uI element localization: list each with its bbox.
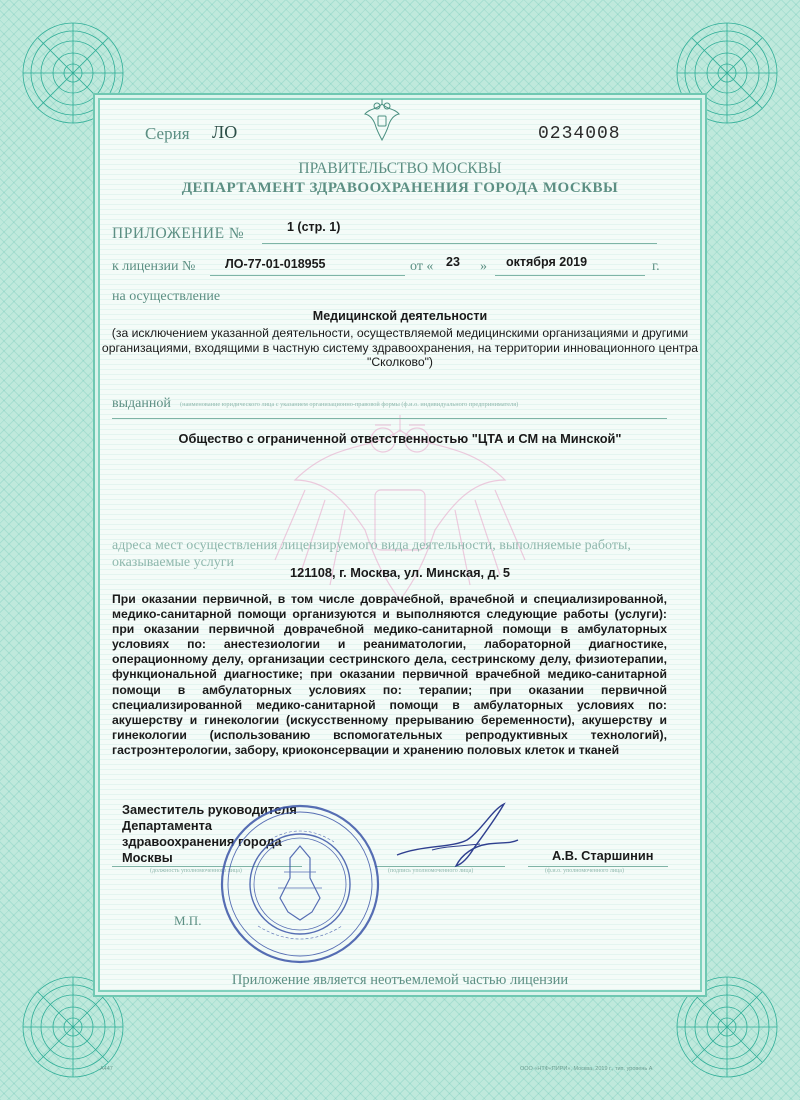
series-value: ЛО — [212, 122, 238, 142]
appendix-value: 1 (стр. 1) — [287, 220, 341, 234]
organization-name: Общество с ограниченной ответственностью "ЦТА и СМ на Минской" — [178, 431, 622, 446]
issued-hint: (наименование юридического лица с указанием организационно-правовой формы (ф.и.о. индивидуального предпринимателя) — [180, 401, 519, 408]
government-title: ПРАВИТЕЛЬСТВО МОСКВЫ — [298, 160, 502, 177]
license-month-year: октября 2019 — [506, 255, 588, 269]
license-date-from: от « — [410, 259, 434, 274]
footer-note: Приложение является неотъемлемой частью лицензии — [231, 972, 569, 988]
license-number: ЛО-77-01-018955 — [225, 257, 326, 271]
license-year-suffix: г. — [652, 259, 660, 274]
appendix-underline — [262, 243, 657, 244]
license-underline — [210, 275, 405, 276]
issued-label: выданной — [112, 396, 171, 411]
stamp-place-label: М.П. — [174, 913, 202, 928]
signer-name: А.В. Старшинин — [552, 848, 654, 863]
series-label: Серия — [145, 124, 190, 143]
document-number: 0234008 — [538, 124, 621, 144]
signer-position-line: Заместитель руководителя — [122, 802, 297, 817]
signer-position-line: Департамента — [122, 818, 212, 833]
name-hint: (ф.и.о. уполномоченного лица) — [545, 868, 624, 874]
printer-info: ООО «НТФ«ПИРИ», Москва, 2019 г., тип. уровень А — [520, 1066, 653, 1072]
license-date-underline — [495, 275, 645, 276]
license-quote-close: » — [480, 259, 487, 274]
handwritten-signature-icon — [392, 800, 522, 870]
issued-underline — [112, 418, 667, 419]
signer-position-line: Москвы — [122, 850, 173, 865]
official-stamp-icon — [218, 802, 382, 966]
activity-label: на осуществление — [112, 289, 221, 304]
license-day: 23 — [446, 255, 460, 269]
activity-description: (за исключением указанной деятельности, осуществляемой медицинскими организациями и другими организациями, входящими в частную систему здравоохранения, на территории инновационного центра "Сколково") — [101, 326, 699, 369]
address-value: 121108, г. Москва, ул. Минская, д. 5 — [289, 565, 511, 580]
signature-hint: (подпись уполномоченного лица) — [388, 868, 474, 874]
activity-title: Медицинской деятельности — [312, 309, 488, 323]
name-underline — [528, 866, 668, 867]
coat-of-arms-icon — [362, 98, 402, 142]
position-hint: (должность уполномоченного лица) — [150, 868, 242, 874]
appendix-label: ПРИЛОЖЕНИЕ № — [112, 225, 245, 242]
address-label: адреса мест осуществления лицензируемого вида деятельности, выполняемые работы, оказываемые услуги — [112, 538, 631, 570]
services-paragraph: При оказании первичной, в том числе доврачебной, врачебной и специализированной, медико-санитарной помощи организуются и выполняются следующие работы (услуги): при оказании первичной доврачебной медико-санитарной помощи в амбулаторных условиях по: анестезиологии и реаниматологии, лабораторной диагностике, операционному делу, организации сестринского дела, сестринскому делу, физиотерапии, функциональной диагностике; при оказании первичной врачебной медико-санитарной помощи в амбулаторных условиях по: терапии; при оказании первичной специализированной медико-санитарной помощи в амбулаторных условиях по: акушерству и гинекологии (искусственному прерыванию беременности), акушерству и гинекологии (использованию вспомогательных репродуктивных технологий), гастроэнтерологии, забору, криоконсервации и хранению половых клеток и тканей — [112, 592, 667, 757]
printer-code: А447 — [100, 1066, 113, 1072]
signer-position-line: здравоохранения города — [122, 834, 282, 849]
department-title: ДЕПАРТАМЕНТ ЗДРАВООХРАНЕНИЯ ГОРОДА МОСКВЫ — [181, 180, 619, 196]
license-label: к лицензии № — [112, 259, 196, 274]
